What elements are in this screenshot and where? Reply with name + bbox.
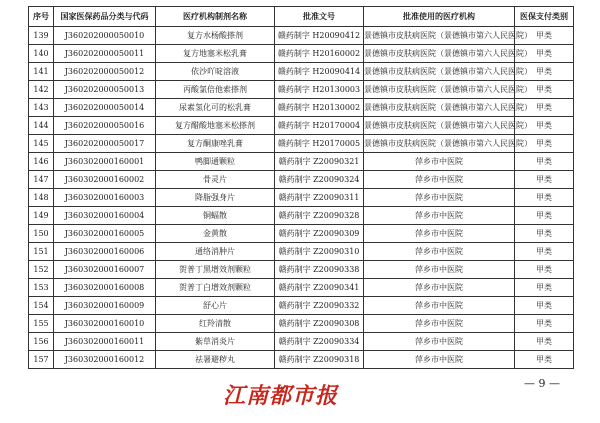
cell-index: 152 — [29, 261, 54, 279]
cell-index: 153 — [29, 279, 54, 297]
table-row — [29, 45, 574, 63]
cell-category: 甲类 — [515, 63, 574, 81]
cell-code: J360302000160010 — [54, 315, 156, 333]
cell-name: 舒心片 — [156, 297, 275, 315]
cell-name: 复方水杨酸搽剂 — [156, 27, 275, 45]
table-row — [29, 63, 574, 81]
cell-name: 红羚清散 — [156, 315, 275, 333]
page-number: — 9 — — [524, 377, 560, 390]
cell-category: 甲类 — [515, 27, 574, 45]
header-approval: 批准文号 — [275, 7, 364, 27]
cell-institution: 景德镇市皮肤病医院（景德镇市第六人民医院） — [364, 117, 515, 135]
cell-institution: 萍乡市中医院 — [364, 351, 515, 369]
cell-institution: 萍乡市中医院 — [364, 333, 515, 351]
cell-approval: 赣药制字 H20130003 — [275, 81, 364, 99]
cell-index: 148 — [29, 189, 54, 207]
table-row — [29, 315, 574, 333]
cell-institution: 萍乡市中医院 — [364, 315, 515, 333]
cell-index: 147 — [29, 171, 54, 189]
cell-code: J360302000160001 — [54, 153, 156, 171]
cell-category: 甲类 — [515, 243, 574, 261]
header-name: 医疗机构制剂名称 — [156, 7, 275, 27]
table-row — [29, 297, 574, 315]
cell-category: 甲类 — [515, 153, 574, 171]
cell-category: 甲类 — [515, 135, 574, 153]
cell-index: 154 — [29, 297, 54, 315]
cell-index: 150 — [29, 225, 54, 243]
cell-category: 甲类 — [515, 333, 574, 351]
cell-institution: 景德镇市皮肤病医院（景德镇市第六人民医院） — [364, 135, 515, 153]
cell-index: 141 — [29, 63, 54, 81]
cell-category: 甲类 — [515, 99, 574, 117]
cell-approval: 赣药制字 Z20090309 — [275, 225, 364, 243]
table-row — [29, 279, 574, 297]
cell-code: J360202000050011 — [54, 45, 156, 63]
cell-institution: 萍乡市中医院 — [364, 225, 515, 243]
cell-code: J360302000160004 — [54, 207, 156, 225]
cell-institution: 萍乡市中医院 — [364, 297, 515, 315]
cell-index: 139 — [29, 27, 54, 45]
header-code: 国家医保药品分类与代码 — [54, 7, 156, 27]
cell-institution: 萍乡市中医院 — [364, 261, 515, 279]
table-row — [29, 261, 574, 279]
cell-approval: 赣药制字 Z20090328 — [275, 207, 364, 225]
cell-code: J360302000160009 — [54, 297, 156, 315]
cell-index: 151 — [29, 243, 54, 261]
cell-institution: 萍乡市中医院 — [364, 171, 515, 189]
cell-index: 146 — [29, 153, 54, 171]
cell-name: 尿素氢化可的松乳膏 — [156, 99, 275, 117]
cell-institution: 萍乡市中医院 — [364, 279, 515, 297]
cell-name: 祛暑避秽丸 — [156, 351, 275, 369]
cell-category: 甲类 — [515, 45, 574, 63]
cell-institution: 景德镇市皮肤病医院（景德镇市第六人民医院） — [364, 45, 515, 63]
cell-code: J360302000160007 — [54, 261, 156, 279]
cell-index: 155 — [29, 315, 54, 333]
cell-code: J360302000160011 — [54, 333, 156, 351]
cell-approval: 赣药制字 Z20090338 — [275, 261, 364, 279]
cell-institution: 景德镇市皮肤病医院（景德镇市第六人民医院） — [364, 63, 515, 81]
cell-institution: 景德镇市皮肤病医院（景德镇市第六人民医院） — [364, 27, 515, 45]
cell-name: 降脂强身片 — [156, 189, 275, 207]
table-row — [29, 171, 574, 189]
table-row — [29, 225, 574, 243]
cell-category: 甲类 — [515, 279, 574, 297]
cell-code: J360302000160005 — [54, 225, 156, 243]
cell-code: J360302000160006 — [54, 243, 156, 261]
cell-code: J360202000050014 — [54, 99, 156, 117]
table-row — [29, 189, 574, 207]
cell-name: 复方醋酸地塞米松搽剂 — [156, 117, 275, 135]
cell-index: 142 — [29, 81, 54, 99]
table-row — [29, 153, 574, 171]
cell-code: J360302000160003 — [54, 189, 156, 207]
cell-approval: 赣药制字 H20170005 — [275, 135, 364, 153]
cell-index: 144 — [29, 117, 54, 135]
cell-name: 贺普丁黑增效剂颗粒 — [156, 261, 275, 279]
medicine-list-table-wrap — [28, 6, 574, 369]
cell-category: 甲类 — [515, 189, 574, 207]
cell-name: 金黄散 — [156, 225, 275, 243]
cell-approval: 赣药制字 Z20090310 — [275, 243, 364, 261]
cell-approval: 赣药制字 H20170004 — [275, 117, 364, 135]
table-row — [29, 135, 574, 153]
cell-institution: 景德镇市皮肤病医院（景德镇市第六人民医院） — [364, 99, 515, 117]
table-row — [29, 207, 574, 225]
cell-name: 骨灵片 — [156, 171, 275, 189]
cell-institution: 萍乡市中医院 — [364, 207, 515, 225]
cell-approval: 赣药制字 Z20090321 — [275, 153, 364, 171]
cell-code: J360302000160002 — [54, 171, 156, 189]
table-header-row — [29, 7, 574, 27]
table-row — [29, 81, 574, 99]
cell-name: 铜蝠散 — [156, 207, 275, 225]
header-index: 序号 — [29, 7, 54, 27]
cell-approval: 赣药制字 H20160002 — [275, 45, 364, 63]
cell-approval: 赣药制字 Z20090334 — [275, 333, 364, 351]
cell-institution: 景德镇市皮肤病医院（景德镇市第六人民医院） — [364, 81, 515, 99]
cell-approval: 赣药制字 H20090412 — [275, 27, 364, 45]
cell-code: J360202000050010 — [54, 27, 156, 45]
cell-name: 贺普丁白增效剂颗粒 — [156, 279, 275, 297]
newspaper-logo: 江南都市报 — [223, 383, 339, 409]
cell-category: 甲类 — [515, 171, 574, 189]
cell-category: 甲类 — [515, 261, 574, 279]
cell-approval: 赣药制字 Z20090308 — [275, 315, 364, 333]
cell-approval: 赣药制字 Z20090318 — [275, 351, 364, 369]
cell-approval: 赣药制字 Z20090324 — [275, 171, 364, 189]
cell-approval: 赣药制字 H20090414 — [275, 63, 364, 81]
table-row — [29, 243, 574, 261]
cell-approval: 赣药制字 H20130002 — [275, 99, 364, 117]
cell-approval: 赣药制字 Z20090311 — [275, 189, 364, 207]
cell-index: 143 — [29, 99, 54, 117]
table-row — [29, 351, 574, 369]
cell-institution: 萍乡市中医院 — [364, 189, 515, 207]
cell-category: 甲类 — [515, 225, 574, 243]
table-row — [29, 117, 574, 135]
cell-approval: 赣药制字 Z20090341 — [275, 279, 364, 297]
cell-index: 140 — [29, 45, 54, 63]
cell-code: J360202000050017 — [54, 135, 156, 153]
cell-name: 丙酸氯倍他索搽剂 — [156, 81, 275, 99]
cell-institution: 萍乡市中医院 — [364, 153, 515, 171]
cell-approval: 赣药制字 Z20090332 — [275, 297, 364, 315]
cell-name: 紫草消炎片 — [156, 333, 275, 351]
medicine-list-table — [28, 6, 574, 369]
header-category: 医保支付类别 — [515, 7, 574, 27]
table-row — [29, 333, 574, 351]
cell-category: 甲类 — [515, 351, 574, 369]
cell-code: J360202000050013 — [54, 81, 156, 99]
cell-code: J360202000050016 — [54, 117, 156, 135]
table-row — [29, 99, 574, 117]
cell-index: 157 — [29, 351, 54, 369]
cell-institution: 萍乡市中医院 — [364, 243, 515, 261]
cell-category: 甲类 — [515, 81, 574, 99]
header-institution: 批准使用的医疗机构 — [364, 7, 515, 27]
cell-category: 甲类 — [515, 297, 574, 315]
cell-name: 通络消肿片 — [156, 243, 275, 261]
cell-index: 156 — [29, 333, 54, 351]
cell-name: 复方地塞米松乳膏 — [156, 45, 275, 63]
cell-name: 依沙吖啶溶液 — [156, 63, 275, 81]
cell-code: J360202000050012 — [54, 63, 156, 81]
cell-category: 甲类 — [515, 207, 574, 225]
cell-category: 甲类 — [515, 315, 574, 333]
cell-category: 甲类 — [515, 117, 574, 135]
cell-code: J360302000160008 — [54, 279, 156, 297]
table-row — [29, 27, 574, 45]
cell-name: 复方酮康唑乳膏 — [156, 135, 275, 153]
cell-index: 145 — [29, 135, 54, 153]
cell-index: 149 — [29, 207, 54, 225]
cell-code: J360302000160012 — [54, 351, 156, 369]
cell-name: 鸭脚通颗粒 — [156, 153, 275, 171]
